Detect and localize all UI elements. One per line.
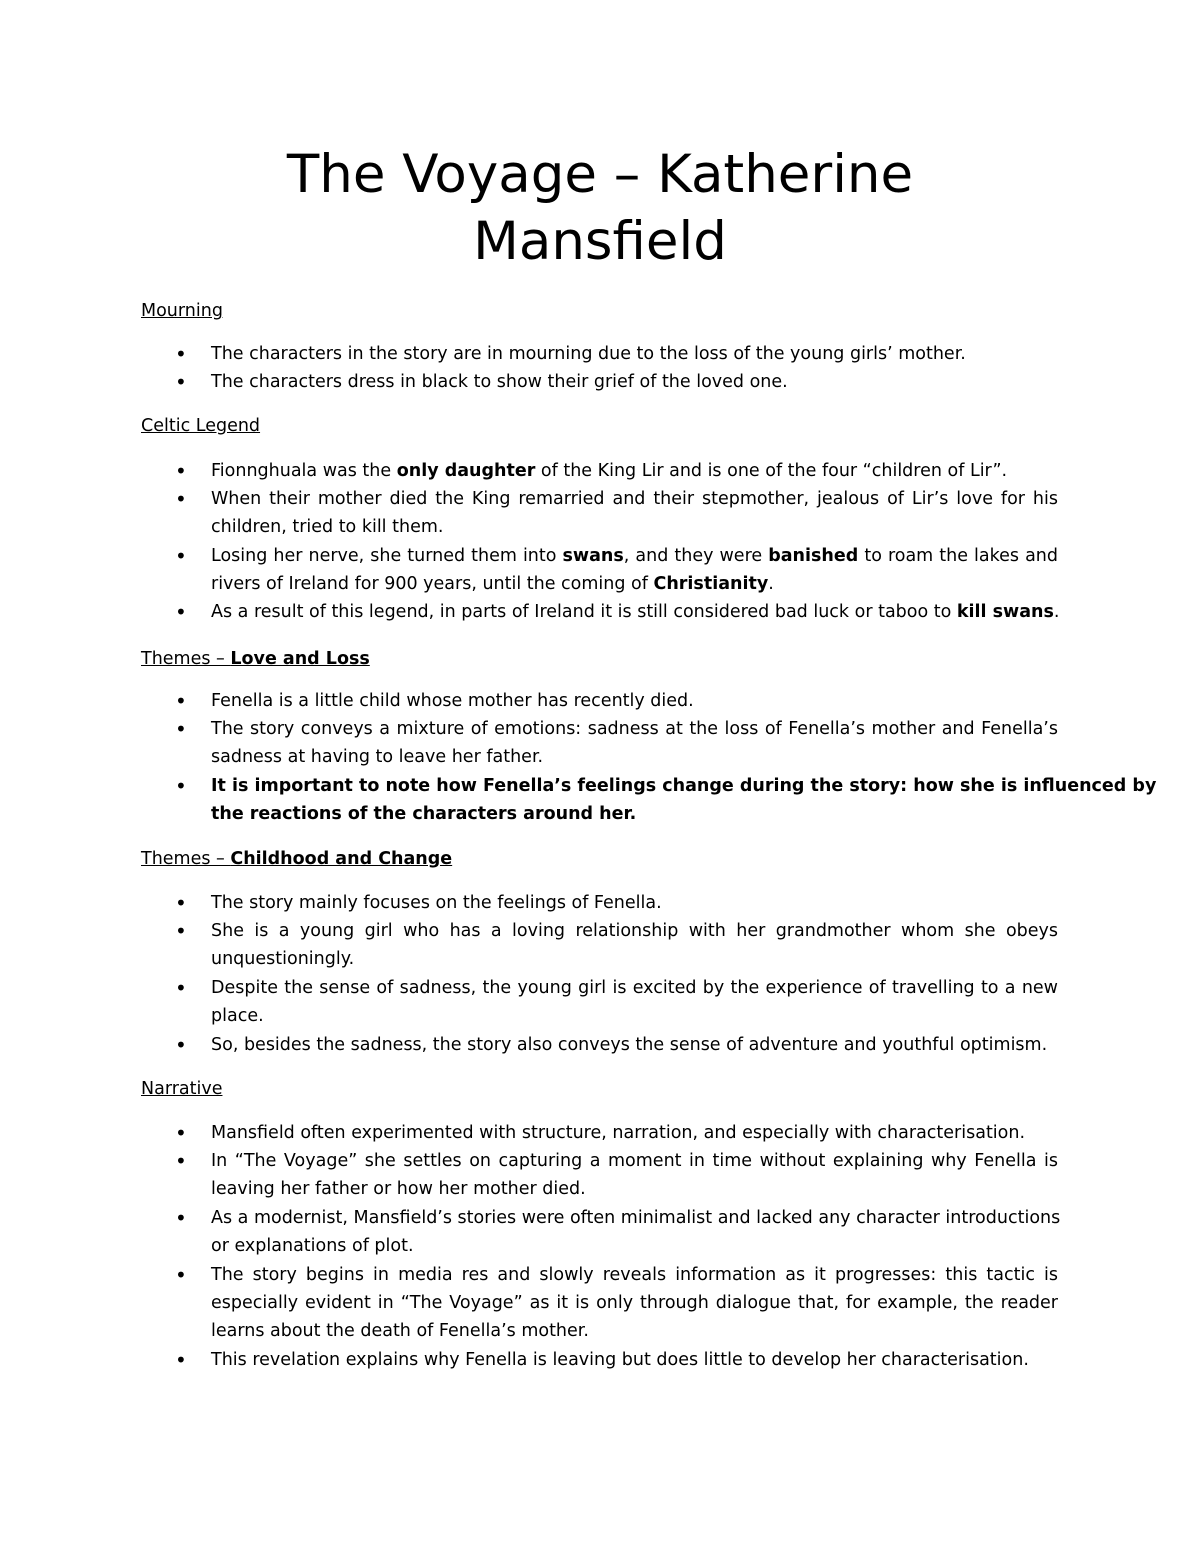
list-item: Losing her nerve, she turned them into swans, and they were banished to roam the lakes and (211, 546, 1058, 566)
list-item-continuation: especially evident in “The Voyage” as it is only through dialogue that, for example, the reader (211, 1293, 1058, 1313)
heading-celtic-legend: Celtic Legend (141, 416, 261, 436)
list-item-continuation: or explanations of plot. (211, 1236, 414, 1256)
list-item-continuation: rivers of Ireland for 900 years, until the coming of Christianity. (211, 574, 774, 594)
bullet-icon: • (175, 544, 187, 568)
list-item-continuation: sadness at having to leave her father. (211, 747, 544, 767)
list-item: The story mainly focuses on the feelings of Fenella. (211, 893, 662, 913)
list-item: Fionnghuala was the only daughter of the King Lir and is one of the four “children of Lir”. (211, 461, 1008, 481)
list-item: The story begins in media res and slowly reveals information as it progresses: this tactic is (211, 1265, 1058, 1285)
list-item: As a result of this legend, in parts of Ireland it is still considered bad luck or taboo to kill swans. (211, 602, 1060, 622)
list-item: Fenella is a little child whose mother has recently died. (211, 691, 694, 711)
bullet-icon: • (175, 1206, 187, 1230)
list-item: When their mother died the King remarried and their stepmother, jealous of Lir’s love for his (211, 489, 1058, 509)
list-item: The characters in the story are in mourning due to the loss of the young girls’ mother. (211, 344, 966, 364)
list-item: The characters dress in black to show their grief of the loved one. (211, 372, 788, 392)
heading-themes-love-and-loss: Themes – Love and Loss (141, 649, 370, 669)
list-item: It is important to note how Fenella’s feelings change during the story: how she is influenced by (211, 776, 1157, 796)
bullet-icon: • (175, 459, 187, 483)
list-item-continuation: the reactions of the characters around her. (211, 804, 637, 824)
bullet-icon: • (175, 774, 187, 798)
list-item: So, besides the sadness, the story also conveys the sense of adventure and youthful optimism. (211, 1035, 1048, 1055)
list-item-continuation: learns about the death of Fenella’s mother. (211, 1321, 589, 1341)
list-item-continuation: leaving her father or how her mother died. (211, 1179, 586, 1199)
list-item: As a modernist, Mansfield’s stories were often minimalist and lacked any character introductions (211, 1208, 1061, 1228)
bullet-icon: • (175, 600, 187, 624)
bullet-icon: • (175, 891, 187, 915)
bullet-icon: • (175, 487, 187, 511)
bullet-icon: • (175, 1348, 187, 1372)
list-item: Despite the sense of sadness, the young girl is excited by the experience of travelling to a new (211, 978, 1058, 998)
list-item: In “The Voyage” she settles on capturing a moment in time without explaining why Fenella is (211, 1151, 1058, 1171)
bullet-icon: • (175, 1121, 187, 1145)
bullet-icon: • (175, 1033, 187, 1057)
list-item-continuation: unquestioningly. (211, 949, 355, 969)
bullet-icon: • (175, 342, 187, 366)
list-item: Mansfield often experimented with structure, narration, and especially with characterisation. (211, 1123, 1026, 1143)
bullet-icon: • (175, 717, 187, 741)
list-item-continuation: children, tried to kill them. (211, 517, 444, 537)
list-item: This revelation explains why Fenella is leaving but does little to develop her characterisation. (211, 1350, 1029, 1370)
heading-mourning: Mourning (141, 301, 223, 321)
document-title-line-2: Mansfield (473, 211, 727, 272)
list-item: The story conveys a mixture of emotions: sadness at the loss of Fenella’s mother and Fenella’s (211, 719, 1058, 739)
document-title-line-1: The Voyage – Katherine (286, 144, 914, 205)
bullet-icon: • (175, 919, 187, 943)
bullet-icon: • (175, 1149, 187, 1173)
bullet-icon: • (175, 370, 187, 394)
list-item: She is a young girl who has a loving relationship with her grandmother whom she obeys (211, 921, 1058, 941)
bullet-icon: • (175, 976, 187, 1000)
heading-themes-childhood-and-change: Themes – Childhood and Change (141, 849, 453, 869)
list-item-continuation: place. (211, 1006, 264, 1026)
bullet-icon: • (175, 689, 187, 713)
heading-narrative: Narrative (141, 1079, 223, 1099)
bullet-icon: • (175, 1263, 187, 1287)
